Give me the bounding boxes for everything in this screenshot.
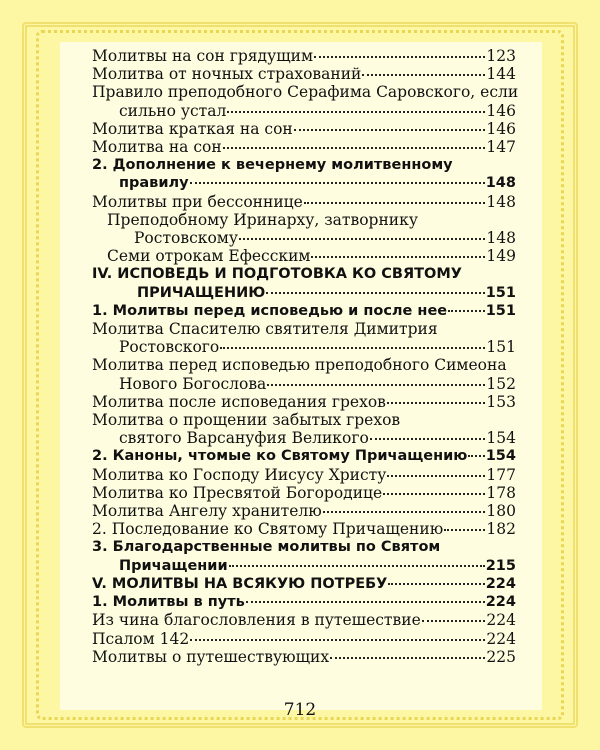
toc-page-number: 177: [486, 465, 516, 484]
toc-entry-title: 2. Дополнение к вечернему молитвенному: [92, 157, 453, 174]
toc-entry-title: Молитва ко Господу Иисусу Христу: [92, 465, 387, 484]
toc-entry[interactable]: [92, 156, 516, 192]
dot-leader: [266, 292, 484, 294]
toc-entry-title: 3. Благодарственные молитвы по Святом: [92, 539, 441, 556]
toc-entry-title: Ростовского: [119, 338, 220, 357]
toc-entry[interactable]: [92, 356, 516, 392]
toc-entry-title: Из чина благословления в путешествие: [92, 611, 421, 630]
dot-leader: [362, 74, 485, 76]
toc-entry-title: Молитва Спасителю святителя Димитрия: [92, 320, 438, 339]
toc-entry[interactable]: [92, 320, 516, 356]
toc-entry-title: Молитвы при бессоннице: [92, 192, 303, 211]
dot-leader: [444, 529, 485, 531]
dot-leader: [314, 56, 485, 58]
dot-leader: [330, 657, 485, 659]
toc-page-number: 123: [486, 47, 516, 65]
dot-leader: [370, 438, 486, 440]
toc-entry-title: Преподобному Иринарху, затворнику: [107, 210, 418, 229]
toc-entry-title: Псалом 142: [92, 629, 190, 648]
dot-leader: [311, 256, 485, 258]
toc-entry[interactable]: [92, 411, 516, 447]
toc-entry-title: Молитва ко Пресвятой Богородице: [92, 483, 383, 502]
toc-entry[interactable]: [92, 484, 516, 502]
dot-leader: [220, 347, 485, 349]
toc-page-number: 144: [486, 65, 516, 84]
toc-entry-title: Молитвы о путешествующих: [92, 647, 330, 666]
toc-entry-title: Молитва краткая на сон: [92, 119, 293, 138]
toc-page-number: 148: [486, 229, 516, 248]
toc-entry[interactable]: [92, 520, 516, 538]
toc-entry-title: правилу: [119, 175, 189, 192]
toc-page-number: 151: [485, 284, 516, 301]
toc-page-number: 146: [486, 119, 516, 138]
toc-page-number: 182: [486, 520, 516, 539]
toc-page-number: 178: [486, 483, 516, 502]
toc-entry[interactable]: [92, 611, 516, 629]
toc-page-number: 224: [486, 611, 516, 630]
dot-leader: [294, 129, 486, 131]
page-number: 712: [283, 700, 317, 720]
toc-entry[interactable]: [92, 575, 516, 593]
toc-entry[interactable]: [92, 502, 516, 520]
toc-page-number: 224: [486, 629, 516, 648]
toc-entry[interactable]: [92, 538, 516, 574]
toc-entry-title: Молитва Ангелу хранителю: [92, 502, 322, 521]
toc-entry-title: Молитва после исповедания грехов: [92, 392, 386, 411]
dot-leader: [246, 601, 485, 603]
toc-entry-title: Нового Богослова: [119, 374, 267, 393]
toc-entry[interactable]: [92, 265, 516, 301]
dot-leader: [468, 455, 484, 457]
toc-entry-title: 1. Молитвы перед исповедью и после нее: [92, 302, 448, 319]
toc-page-number: 152: [486, 374, 516, 393]
toc-entry-title: 2. Последование ко Святому Причащению: [92, 520, 444, 539]
toc-entry[interactable]: [92, 466, 516, 484]
toc-entry[interactable]: [92, 630, 516, 648]
dot-leader: [448, 310, 485, 312]
dot-leader: [323, 511, 486, 513]
toc-entry-title: Молитва о прощении забытых грехов: [92, 411, 401, 430]
toc-entry[interactable]: [92, 247, 516, 265]
dot-leader: [387, 402, 486, 404]
toc-entry[interactable]: [92, 393, 516, 411]
toc-entry-title: 1. Молитвы в путь: [92, 594, 245, 611]
toc-page-number: 151: [485, 302, 516, 319]
toc-entry-title: 2. Каноны, чтомые ко Святому Причащению: [92, 448, 468, 465]
dot-leader: [190, 182, 485, 184]
toc-entry[interactable]: [92, 447, 516, 465]
toc-entry-title: Причащении: [119, 557, 228, 574]
toc-page-number: 146: [486, 101, 516, 120]
toc-entry[interactable]: [92, 302, 516, 320]
toc-entry-title: сильно устал: [119, 101, 227, 120]
toc-entry[interactable]: [92, 120, 516, 138]
toc-page-number: 148: [485, 175, 516, 192]
toc-entry-title: Семи отрокам Ефесским: [107, 247, 311, 266]
dot-leader: [387, 475, 485, 477]
dot-leader: [267, 384, 485, 386]
dot-leader: [229, 565, 485, 567]
toc-entry[interactable]: [92, 593, 516, 611]
dot-leader: [383, 493, 485, 495]
dot-leader: [304, 202, 486, 204]
dot-leader: [223, 147, 486, 149]
toc-entry-title: ПРИЧАЩЕНИЮ: [137, 284, 266, 301]
toc-entry-title: Ростовскому: [134, 229, 238, 248]
toc-entry-title: Молитва перед исповедью преподобного Симеона: [92, 356, 507, 375]
toc-entry-title: святого Варсануфия Великого: [119, 429, 369, 448]
toc-entry-title: Молитва на сон: [92, 138, 222, 157]
toc-entry-title: Молитвы на сон грядущим: [92, 47, 313, 65]
toc-page-number: 180: [486, 502, 516, 521]
toc-page-number: 224: [485, 594, 516, 611]
toc-page-number: 153: [486, 392, 516, 411]
toc-page-number: 149: [486, 247, 516, 266]
toc-entry[interactable]: [92, 47, 516, 65]
toc-entry-title: Молитва от ночных страхований: [92, 65, 362, 84]
toc-page-number: 224: [485, 575, 516, 592]
table-of-contents: [92, 47, 519, 666]
toc-entry[interactable]: [92, 65, 516, 83]
dot-leader: [388, 583, 484, 585]
toc-page-number: 147: [486, 138, 516, 157]
dot-leader: [190, 639, 485, 641]
toc-page-number: 215: [485, 557, 516, 574]
toc-page-number: 154: [486, 429, 516, 448]
toc-page-number: 151: [486, 338, 516, 357]
toc-entry[interactable]: [92, 138, 516, 156]
toc-entry-title: Правило преподобного Серафима Саровского, если: [92, 83, 519, 102]
toc-entry[interactable]: [92, 648, 516, 666]
toc-page-number: 148: [486, 192, 516, 211]
toc-page-number: 154: [485, 448, 516, 465]
dot-leader: [239, 238, 485, 240]
toc-page-number: 225: [486, 647, 516, 666]
dot-leader: [227, 111, 485, 113]
toc-entry-title: IV. ИСПОВЕДЬ И ПОДГОТОВКА КО СВЯТОМУ: [92, 266, 462, 283]
dot-leader: [422, 620, 486, 622]
toc-entry-title: V. МОЛИТВЫ НА ВСЯКУЮ ПОТРЕБУ: [92, 575, 388, 592]
toc-entry[interactable]: [92, 211, 516, 247]
toc-entry[interactable]: [92, 83, 519, 120]
toc-entry[interactable]: [92, 193, 516, 211]
